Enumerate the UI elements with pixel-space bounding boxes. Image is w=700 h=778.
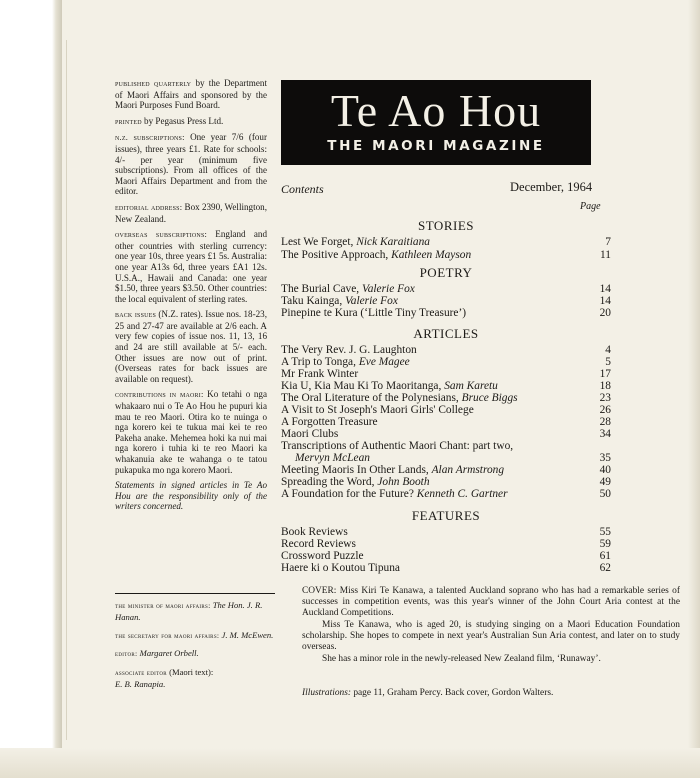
credit-associate: associate editor (Maori text): E. B. Ranapia. [115, 667, 214, 689]
published-note: published quarterly by the Department of Maori Affairs and sponsored by the Maori Purposes Fund Board. [115, 78, 267, 111]
toc-entry[interactable]: Haere ki o Koutou Tipuna 62 [281, 562, 611, 574]
cover-paragraph: COVER: Miss Kiri Te Kanawa, a talented Auckland soprano who has had a remarkable series of successes in competition events, was this year's winner of the John Court Aria contest at the Auckland Competitions. [302, 586, 680, 618]
nz-subscriptions: n.z. subscriptions: One year 7/6 (four issues), three years £1. Rate for schools: 4/- per year (minimum five subscriptions). From all offices of the Maori Affairs Department and from the editor. [115, 132, 268, 197]
toc-entry[interactable]: A Forgotten Treasure 28 [281, 416, 611, 428]
toc-entry[interactable]: Taku Kainga, Valerie Fox 14 [281, 295, 611, 307]
credits-divider [115, 593, 275, 594]
toc-entry[interactable]: A Trip to Tonga, Eve Magee 5 [281, 356, 611, 368]
toc-entry[interactable]: Spreading the Word, John Booth 49 [281, 476, 611, 488]
toc-entry[interactable]: Mr Frank Winter 17 [281, 368, 611, 380]
toc-entry[interactable]: Record Reviews 59 [281, 538, 611, 550]
toc-entry[interactable]: Crossword Puzzle 61 [281, 550, 611, 562]
cover-note [302, 586, 680, 666]
toc-entry[interactable]: Pinepine te Kura (‘Little Tiny Treasure’) 20 [281, 307, 611, 319]
toc-entry[interactable]: The Burial Cave, Valerie Fox 14 [281, 283, 611, 295]
toc-entry[interactable]: Lest We Forget, Nick Karaitiana 7 [281, 236, 611, 248]
page-column-label: Page [580, 201, 601, 212]
toc-entry[interactable]: The Positive Approach, Kathleen Mayson 11 [281, 249, 611, 261]
toc-entry[interactable]: The Oral Literature of the Polynesians, Bruce Biggs 23 [281, 392, 611, 404]
section-articles: ARTICLES [413, 326, 479, 341]
printed-note: printed by Pegasus Press Ltd. [115, 115, 224, 126]
overseas-subscriptions: overseas subscriptions: England and other countries with sterling currency: one year 10s, three years £1 5s. Australia: one year A13s 6d, three years £A1 12s. U.S.A., Hawaii and Canada: one year $1.50, three years $3.50. Other countries: the local equivalent of sterling rates. [115, 229, 267, 304]
page-edge-bottom [0, 748, 700, 778]
gutter-line [66, 40, 67, 740]
toc-entry[interactable]: A Visit to St Joseph's Maori Girls' College 26 [281, 404, 611, 416]
toc-entry[interactable]: Transcriptions of Authentic Maori Chant: part two, [281, 440, 514, 452]
illustrations-credit: Illustrations: page 11, Graham Percy. Back cover, Gordon Walters. [302, 688, 554, 698]
credit-editor: editor: Margaret Orbell. [115, 648, 199, 659]
binding-spine [0, 0, 62, 778]
editorial-address: editorial address: Box 2390, Wellington, New Zealand. [115, 201, 267, 224]
toc-entry[interactable]: Book Reviews 55 [281, 526, 611, 538]
credit-minister: the minister of maori affairs: The Hon. J. R. Hanan. [115, 600, 263, 622]
cover-paragraph: She has a minor role in the newly-released New Zealand film, ‘Runaway’. [322, 654, 601, 664]
magazine-title: Te Ao Hou [330, 85, 542, 136]
cover-paragraph: Miss Te Kanawa, who is aged 20, is studying singing on a Maori Education Foundation scholarship. She hopes to compete in next year's Australian Sun Aria contest, and later on to study overseas. [302, 620, 680, 652]
publication-info [115, 78, 267, 517]
back-issues: back issues (N.Z. rates). Issue nos. 18-23, 25 and 27-47 are available at 2/6 each. A very few copies of issue nos. 11, 13, 16 and 24 are still available at 5/- each. Other issues are now out of print. (Overseas rates for back issues are available on request). [115, 309, 267, 384]
magazine-subtitle: THE MAORI MAGAZINE [327, 138, 545, 154]
section-stories: STORIES [418, 218, 474, 233]
section-features: FEATURES [411, 508, 481, 523]
credits [115, 600, 275, 697]
toc-entry[interactable]: A Foundation for the Future? Kenneth C. Gartner 50 [281, 488, 611, 500]
toc-entry[interactable]: The Very Rev. J. G. Laughton 4 [281, 344, 611, 356]
toc-entry[interactable]: Kia U, Kia Mau Ki To Maoritanga, Sam Karetu 18 [281, 380, 611, 392]
issue-date: December, 1964 [510, 180, 593, 194]
masthead [281, 80, 591, 165]
toc-entry[interactable]: Meeting Maoris In Other Lands, Alan Armstrong 40 [281, 464, 611, 476]
section-poetry: POETRY [419, 265, 473, 280]
toc-entry[interactable]: Maori Clubs 34 [281, 428, 611, 440]
credit-secretary: the secretary for maori affairs: J. M. McEwen. [115, 629, 274, 640]
contributions-maori: contributions in maori: Ko tetahi o nga whakaaro nui o Te Ao Hou he pupuri kia mau te reo Maori. Otira ko te nuinga o nga korero kei te tukua mai kei te reo Pakeha anake. Mehemea hoki ka nui mai nga korero i tuhia ki te reo Maori ka whakanuia ake te wahanga o te tatou pukapuka mo nga korero Maori. [115, 389, 268, 475]
statement-note: Statements in signed articles in Te Ao Hou are the responsibility only of the writers concerned. [115, 480, 267, 512]
page-edge-right [688, 0, 700, 778]
toc-entry[interactable]: Mervyn McLean 35 [295, 452, 611, 464]
contents-heading: Contents [281, 182, 324, 196]
